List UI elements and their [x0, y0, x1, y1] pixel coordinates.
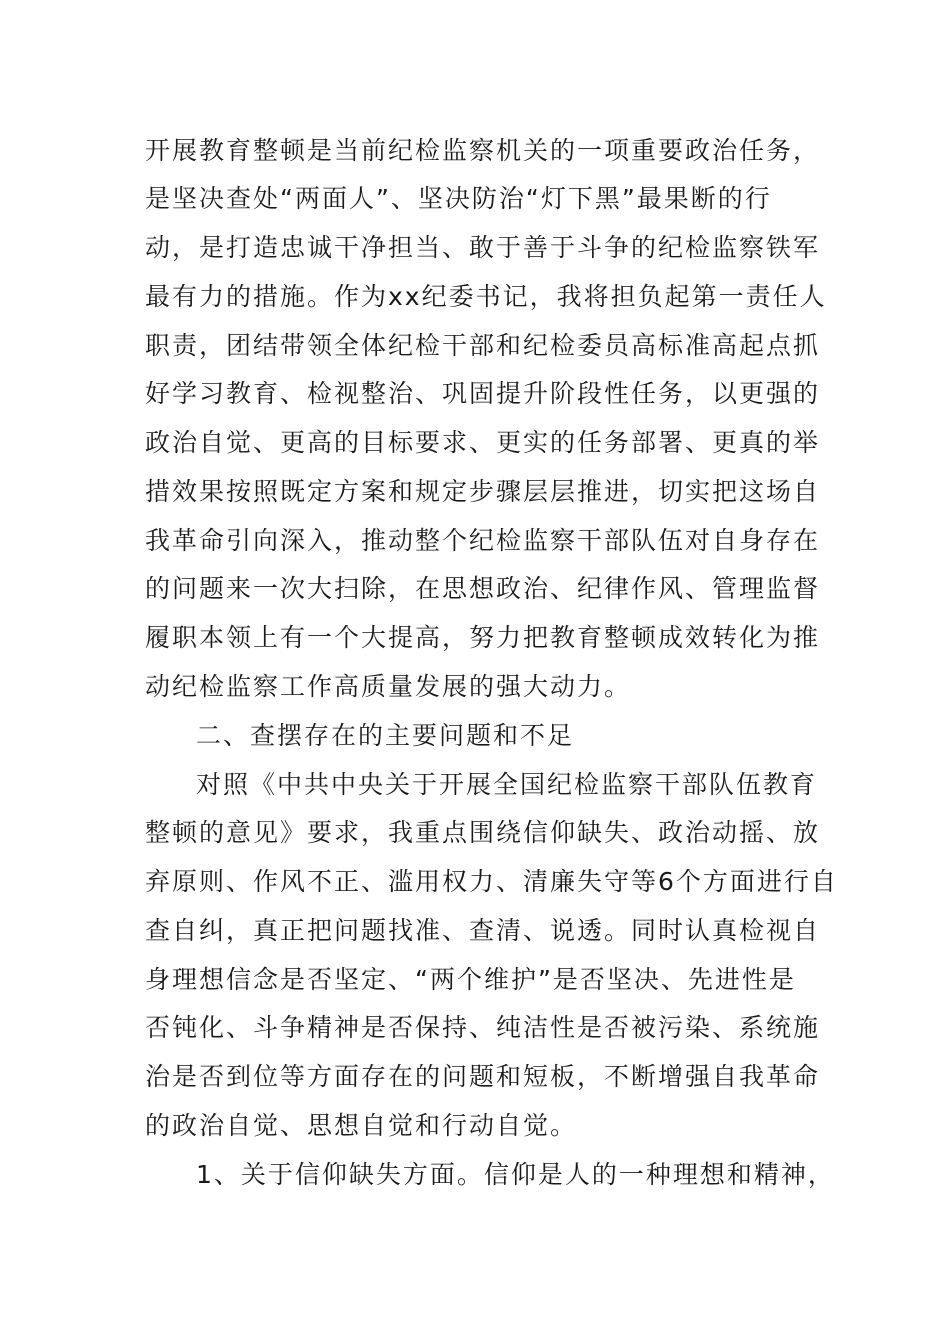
section-heading: 二、查摆存在的主要问题和不足 — [196, 721, 575, 750]
paragraph-line: 的问题来一次大扫除，在思想政治、纪律作风、管理监督 — [145, 574, 821, 603]
paragraph-line: 查自纠，真正把问题找准、查清、说透。同时认真检视自 — [145, 916, 821, 945]
paragraph-line: 最有力的措施。作为xx纪委书记，我将担负起第一责任人 — [145, 282, 827, 311]
paragraph-line: 弃原则、作风不正、滥用权力、清廉失守等6个方面进行自 — [145, 867, 838, 896]
subsection-line: 1、关于信仰缺失方面。信仰是人的一种理想和精神， — [196, 1160, 835, 1189]
paragraph-line: 措效果按照既定方案和规定步骤层层推进，切实把这场自 — [145, 477, 821, 506]
paragraph-line: 治是否到位等方面存在的问题和短板，不断增强自我革命 — [145, 1062, 821, 1091]
paragraph-line: 是坚决查处“两面人”、坚决防治“灯下黑”最果断的行 — [145, 184, 772, 213]
paragraph-line: 好学习教育、检视整治、巩固提升阶段性任务，以更强的 — [145, 379, 821, 408]
paragraph-line: 的政治自觉、思想自觉和行动自觉。 — [145, 1111, 578, 1140]
paragraph-line: 否钝化、斗争精神是否保持、纯洁性是否被污染、系统施 — [145, 1013, 821, 1042]
paragraph-line: 开展教育整顿是当前纪检监察机关的一项重要政治任务， — [145, 136, 821, 165]
paragraph-line: 政治自觉、更高的目标要求、更实的任务部署、更真的举 — [145, 428, 821, 457]
paragraph-line: 我革命引向深入，推动整个纪检监察干部队伍对自身存在 — [145, 526, 821, 555]
paragraph-line: 履职本领上有一个大提高，努力把教育整顿成效转化为推 — [145, 623, 821, 652]
paragraph-line: 动纪检监察工作高质量发展的强大动力。 — [145, 672, 632, 701]
paragraph-line: 动，是打造忠诚干净担当、敢于善于斗争的纪检监察铁军 — [145, 233, 821, 262]
paragraph-line: 对照《中共中央关于开展全国纪检监察干部队伍教育 — [196, 770, 818, 799]
paragraph-line: 整顿的意见》要求，我重点围绕信仰缺失、政治动摇、放 — [145, 818, 821, 847]
paragraph-line: 职责，团结带领全体纪检干部和纪检委员高标准高起点抓 — [145, 331, 821, 360]
paragraph-line: 身理想信念是否坚定、“两个维护”是否坚决、先进性是 — [145, 965, 796, 994]
